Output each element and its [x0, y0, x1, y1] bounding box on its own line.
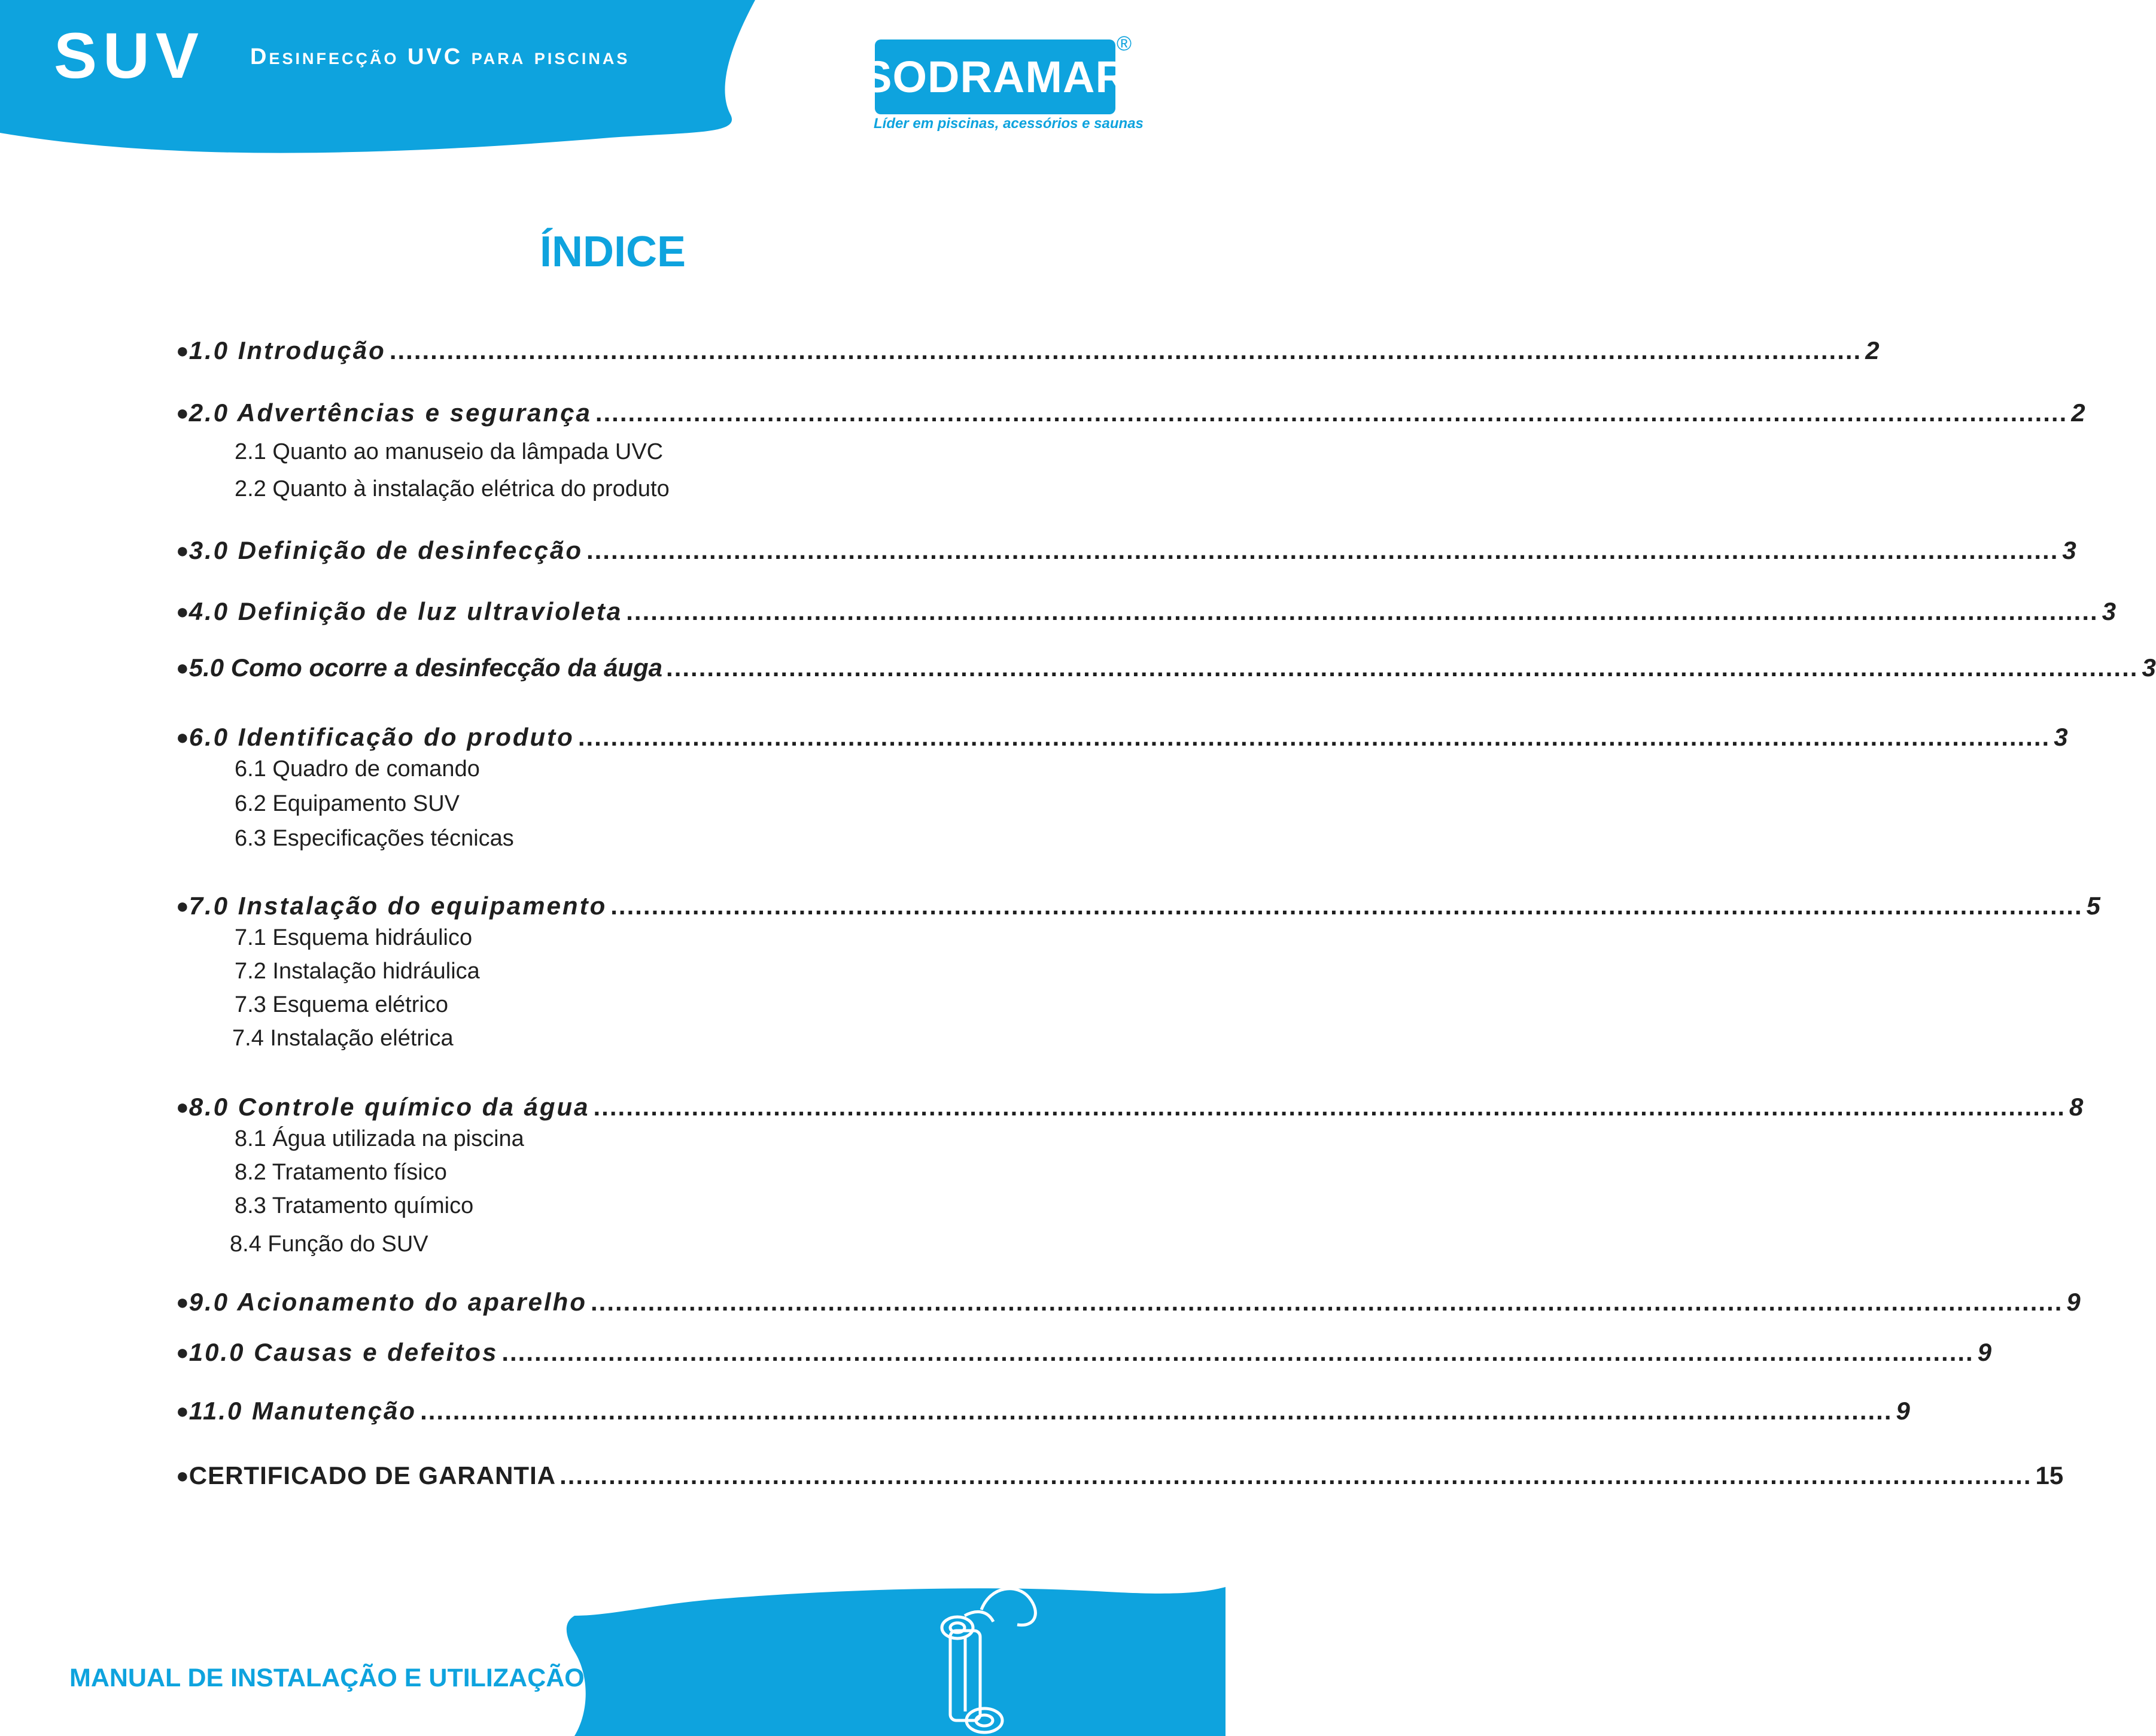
- index-title: ÍNDICE: [539, 228, 686, 276]
- toc-page-number: 5: [2086, 892, 2101, 920]
- toc-subentry: 6.1 Quadro de comando: [235, 756, 480, 782]
- toc-leader-dots: ....................................................................................................................................................................................: [586, 536, 2059, 564]
- toc-subentry: 2.2 Quanto à instalação elétrica do produto: [235, 476, 670, 501]
- footer-manual-title: MANUAL DE INSTALAÇÃO E UTILIZAÇÃO: [69, 1664, 585, 1692]
- toc-page-number: 3: [2102, 597, 2117, 625]
- toc-entry: [176, 1334, 1992, 1370]
- toc-subentry: 8.3 Tratamento químico: [235, 1193, 474, 1218]
- toc-subentry: 6.3 Especificações técnicas: [235, 826, 514, 851]
- product-title: SUV: [54, 19, 205, 92]
- toc-subentry: 8.1 Água utilizada na piscina: [235, 1126, 524, 1151]
- bullet: ●: [176, 1290, 189, 1314]
- toc-page-number: 3: [2142, 653, 2156, 682]
- toc-page-number: 9: [1977, 1338, 1992, 1366]
- bullet: ●: [176, 338, 189, 363]
- toc-subentry: 8.4 Função do SUV: [230, 1232, 428, 1257]
- bullet: ●: [176, 1340, 189, 1364]
- toc-entry: [176, 1284, 2081, 1320]
- toc-leader-dots: ....................................................................................................................................................................................: [626, 597, 2099, 625]
- bullet: ●: [176, 655, 189, 680]
- toc-entry-label: 11.0 Manutenção: [188, 1397, 417, 1425]
- toc-leader-dots: ....................................................................................................................................................................................: [666, 653, 2139, 682]
- toc-entry: [176, 395, 2085, 431]
- toc-entry-label: 1.0 Introdução: [188, 336, 386, 364]
- toc-entry: [176, 719, 2068, 755]
- toc-entry: [176, 1393, 1910, 1429]
- toc-subentry: 6.2 Equipamento SUV: [235, 791, 460, 816]
- toc-page-number: 3: [2054, 723, 2068, 751]
- toc-page-number: 2: [2071, 399, 2085, 427]
- toc-entry-label: CERTIFICADO DE GARANTIA: [188, 1461, 557, 1489]
- toc-entry: [176, 594, 2117, 630]
- sodramar-logo: [862, 39, 1128, 114]
- bullet: ●: [176, 599, 189, 624]
- toc-entry-label: 6.0 Identificação do produto: [188, 723, 574, 751]
- toc-entry-label: 10.0 Causas e defeitos: [188, 1338, 498, 1366]
- bullet: ●: [176, 893, 189, 918]
- toc-entry-label: 5.0 Como ocorre a desinfecção da áuga: [188, 653, 663, 682]
- toc-entry: [176, 1089, 2084, 1125]
- toc-entry-label: 4.0 Definição de luz ultravioleta: [188, 597, 623, 625]
- bullet: ●: [176, 538, 189, 563]
- toc-leader-dots: ....................................................................................................................................................................................: [610, 892, 2083, 920]
- toc-page-number: 2: [1865, 336, 1880, 364]
- toc-entry-label: 7.0 Instalação do equipamento: [188, 892, 607, 920]
- footer-wave: [567, 1587, 1226, 1736]
- toc-leader-dots: ....................................................................................................................................................................................: [577, 723, 2051, 751]
- toc-page-number: 9: [1896, 1397, 1910, 1425]
- toc-leader-dots: ....................................................................................................................................................................................: [389, 336, 1862, 364]
- toc-leader-dots: ....................................................................................................................................................................................: [593, 1093, 2066, 1121]
- toc-page-number: 3: [2062, 536, 2076, 564]
- bullet: ●: [176, 1463, 189, 1488]
- product-subtitle: Desinfecção UVC para piscinas: [250, 44, 630, 69]
- toc-page-number: 9: [2066, 1288, 2081, 1316]
- toc-entry: [176, 533, 2076, 568]
- bullet: ●: [176, 1094, 189, 1119]
- toc-leader-dots: ....................................................................................................................................................................................: [420, 1397, 1893, 1425]
- toc-entry-label: 2.0 Advertências e segurança: [188, 399, 592, 427]
- bullet: ●: [176, 400, 189, 425]
- toc-subentry: 7.1 Esquema hidráulico: [235, 925, 473, 950]
- toc-subentry: 8.2 Tratamento físico: [235, 1160, 447, 1185]
- toc-subentry: 2.1 Quanto ao manuseio da lâmpada UVC: [235, 439, 664, 464]
- toc-entry-label: 9.0 Acionamento do aparelho: [188, 1288, 587, 1316]
- toc-subentry: 7.3 Esquema elétrico: [235, 992, 448, 1017]
- toc-entry-label: 3.0 Definição de desinfecção: [188, 536, 583, 564]
- toc-entry: [176, 1458, 2064, 1494]
- toc-leader-dots: ....................................................................................................................................................................................: [559, 1461, 2032, 1489]
- registered-mark: ®: [1117, 32, 1132, 55]
- toc-leader-dots: ....................................................................................................................................................................................: [590, 1288, 2063, 1316]
- toc-entry-label: 8.0 Controle químico da água: [188, 1093, 590, 1121]
- logo-tagline: Líder em piscinas, acessórios e saunas: [874, 115, 1144, 132]
- toc-entry: [176, 650, 2156, 686]
- toc-page-number: 15: [2035, 1461, 2064, 1489]
- toc-leader-dots: ....................................................................................................................................................................................: [595, 399, 2068, 427]
- bullet: ●: [176, 725, 189, 749]
- toc-page-number: 8: [2069, 1093, 2084, 1121]
- toc-entry: [176, 333, 1880, 369]
- bullet: ●: [176, 1398, 189, 1423]
- toc-subentry: 7.4 Instalação elétrica: [232, 1026, 454, 1051]
- toc-entry: [176, 888, 2101, 924]
- logo-name: SODRAMAR: [862, 52, 1128, 102]
- toc-leader-dots: ....................................................................................................................................................................................: [501, 1338, 1974, 1366]
- toc-subentry: 7.2 Instalação hidráulica: [235, 959, 480, 984]
